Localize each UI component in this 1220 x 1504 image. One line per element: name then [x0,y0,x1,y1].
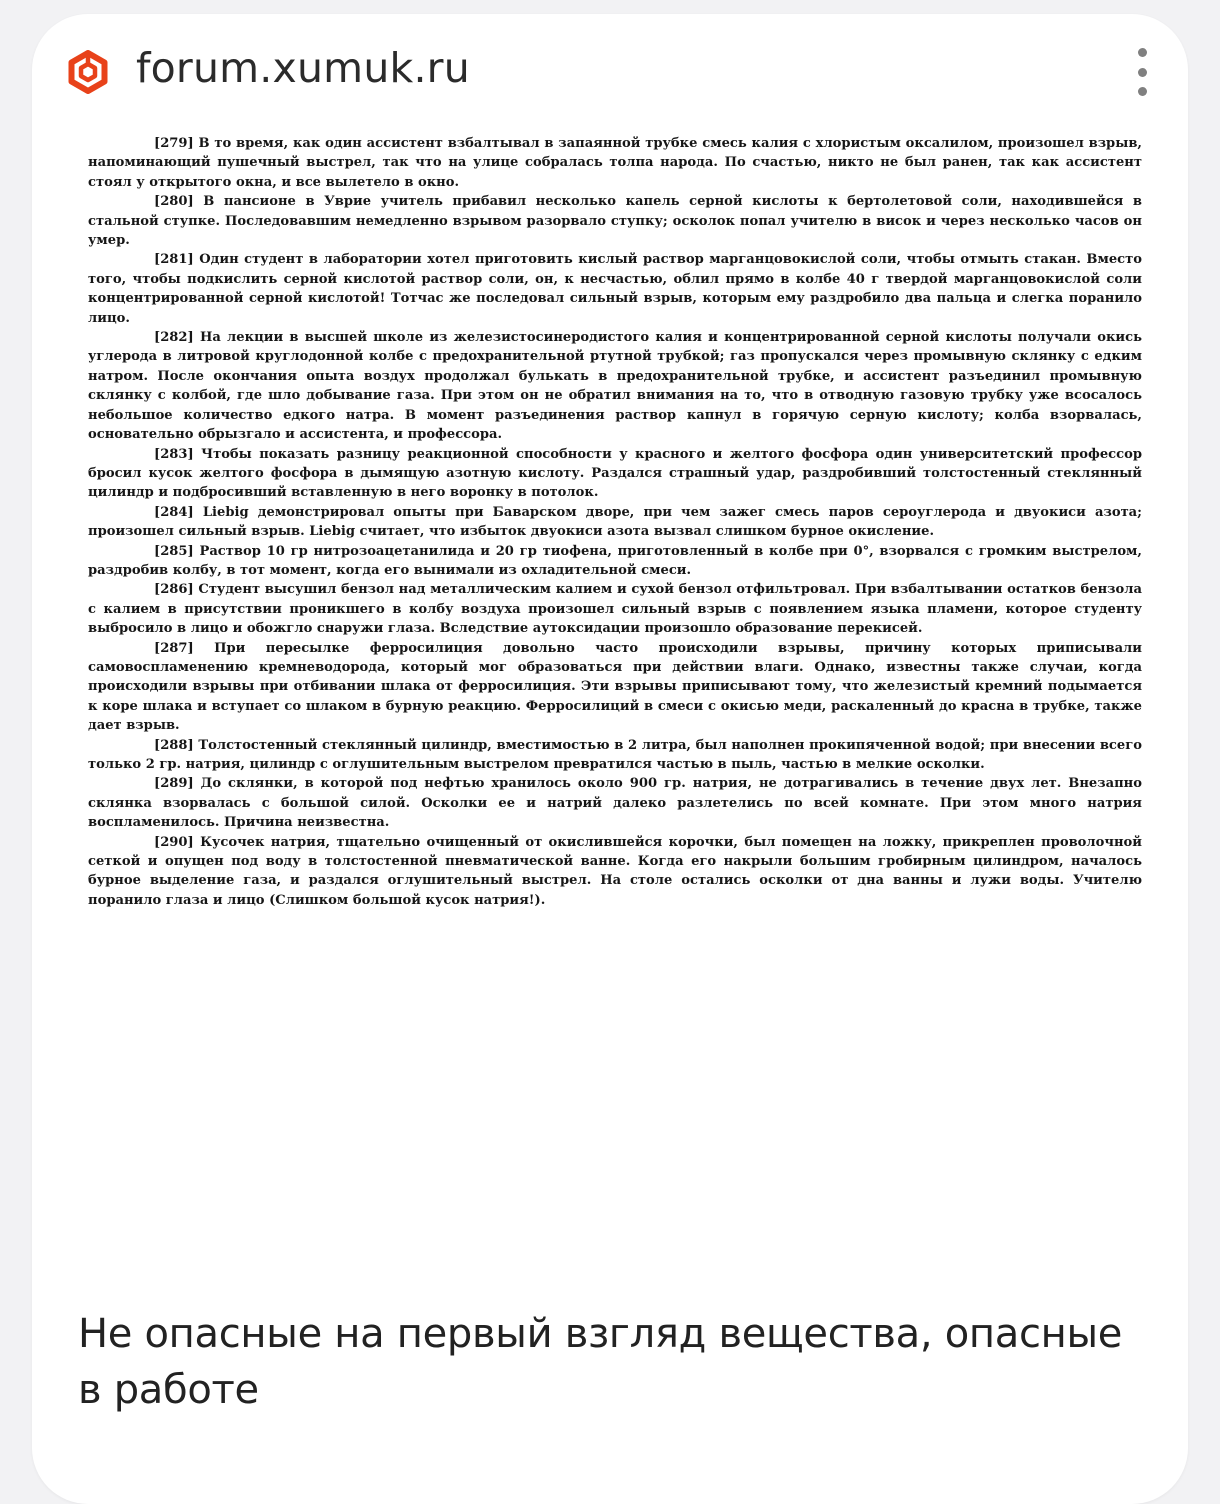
paragraph-289: [289] До склянки, в которой под нефтью хранилось около 900 гр. натрия, не дотрагивались в течение двух лет. Внезапно склянка взорвалась с большой силой. Осколки ее и натрий далеко разлетелись по всей комнате. При этом много натрия воспламенилось. Причина неизвестна. [88,776,1142,831]
post-header [32,14,1188,129]
paragraph-284: [284] Liebig демонстрировал опыты при Баварском дворе, при чем зажег смесь паров сероуглерода и двуокиси азота; произошел сильный взрыв. Liebig считает, что избыток двуокиси азота вызвал слишком бурное окисление. [88,504,1142,540]
menu-dot [1138,68,1147,77]
paragraph-283: [283] Чтобы показать разницу реакционной способности у красного и желтого фосфора один университетский профессор бросил кусок желтого фосфора в дымящую азотную кислоту. Раздался страшный удар, раздробивший толстостенный стеклянный цилиндр и подбросивший вставленную в него воронку в потолок. [88,446,1142,501]
more-vertical-icon[interactable] [1122,42,1162,102]
paragraph-280: [280] В пансионе в Уврие учитель прибавил несколько капель серной кислоты к бертолетовой соли, находившейся в стальной ступке. Последовавшим немедленно взрывом разорвало ступку; осколок попал учителю в висок и через несколько часов он умер. [88,194,1142,249]
paragraph-288: [288] Толстостенный стеклянный цилиндр, вместимостью в 2 литра, был наполнен прокипяченной водой; при внесении всего только 2 гр. натрия, цилиндр с оглушительным выстрелом превратился частью в пыль, частью в мелкие осколки. [88,737,1142,772]
menu-dot [1138,48,1147,57]
paragraph-285: [285] Раствор 10 гр нитрозоацетанилида и 20 гр тиофена, приготовленный в колбе при 0°, взорвался с громким выстрелом, раздробив колбу, в тот момент, когда его вынимали из охладительной смеси. [88,543,1142,578]
site-name[interactable]: forum.xumuk.ru [136,44,470,92]
paragraph-282: [282] На лекции в высшей школе из железистосинеродистого калия и концентрированной серной кислоты получали окись углерода в литровой круглодонной колбе с предохранительной ртутной трубкой; газ пропускался через промывную склянку с едким натром. После окончания опыта воздух продолжал булькать в предохранительной трубке, и ассистент разъединил промывную склянку с колбой, где шло добывание газа. При этом он не обратил внимания на то, что в отводную газовую трубку уже всосалось небольшое количество едкого натра. В момент разъединения раствор капнул в горячую серную кислоту; колба взорвалась, основательно обрызгало и ассистента, и профессора. [88,330,1142,443]
post-headline[interactable]: Не опасные на первый взгляд вещества, опасные в работе [78,1311,1123,1413]
paragraph-286: [286] Студент высушил бензол над металлическим калием и сухой бензол отфильтровал. При взбалтывании остатков бензола с калием в присутствии проникшего в колбу воздуха произошел сильный взрыв с появлением языка пламени, которое студенту выбросило в лицо и обожгло снаружи глаза. Вследствие аутоксидации произошло образование перекисей. [88,582,1142,637]
paragraph-279: [279] В то время, как один ассистент взбалтывал в запаянной трубке смесь калия с хлористым оксалилом, произошел взрыв, напоминающий пушечный выстрел, так что на улице собралась толпа народа. По счастью, никто не был ранен, так как ассистент стоял у открытого окна, и все вылетело в окно. [88,136,1142,190]
scanned-book-page [88,134,1142,1264]
paragraph-287: [287] При пересылке ферросилиция довольно часто происходили взрывы, причину которых приписывали самовоспламенению кремневодорода, который мог образоваться при действии влаги. Однако, известны также случаи, когда происходили взрывы при отбивании шлака от ферросилиция. Эти взрывы приписывают тому, что железистый кремний подымается к коре шлака и вступает со шлаком в бурную реакцию. Ферросилиций в смеси с окисью меди, раскаленный до красна в трубке, также дает взрыв. [88,640,1142,734]
paragraph-290: [290] Кусочек натрия, тщательно очищенный от окислившейся корочки, был помещен на ложку, прикреплен проволочной сеткой и опущен под воду в толстостенной пневматической ванне. Когда его накрыли большим гробирным цилиндром, началось бурное выделение газа, и раздался оглушительный выстрел. На столе остались осколки от дна ванны и лужи воды. Учителю поранило глаза и лицо (Слишком большой кусок натрия!). [88,834,1142,908]
menu-dot [1138,87,1147,96]
xumuk-hexagon-logo-icon[interactable] [66,50,110,94]
paragraph-281: [281] Один студент в лаборатории хотел приготовить кислый раствор марганцовокислой соли, чтобы отмыть стакан. Вместо того, чтобы подкислить серной кислотой раствор соли, он, к несчастью, облил прямо в колбе 40 г твердой марганцовокислой соли концентрированной серной кислотой! Тотчас же последовал сильный взрыв, которым ему раздробило два пальца и слегка поранило лицо. [88,252,1142,326]
post-card [32,14,1188,1504]
